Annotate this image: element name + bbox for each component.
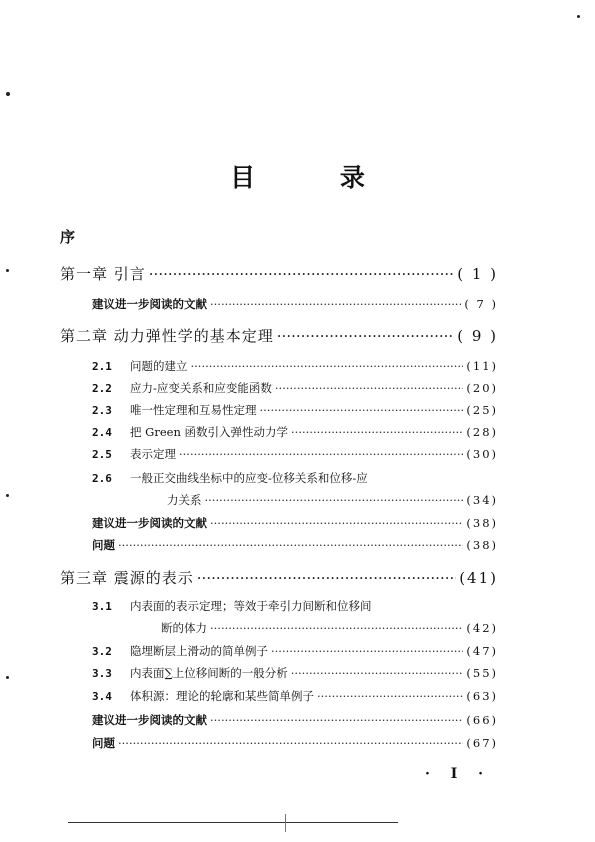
- toc-section-2-5: [92, 446, 498, 462]
- toc-problems: [92, 537, 498, 553]
- leader-dots: [260, 403, 464, 417]
- toc-entry-label: 内表面的表示定理；等效于牵引力间断和位移间: [130, 599, 372, 613]
- section-number: 3.3: [92, 667, 112, 680]
- toc-section-2-2: [92, 380, 498, 396]
- toc-page-number: (20): [466, 381, 498, 395]
- section-number: 2.2: [92, 382, 112, 395]
- page-number: · I ·: [425, 766, 492, 782]
- leader-dots: [118, 736, 463, 750]
- section-number: 3.2: [92, 645, 112, 658]
- leader-dots: [149, 265, 454, 283]
- toc-entry-label-continued: 力关系: [167, 493, 202, 507]
- toc-page-number: (41): [459, 569, 498, 587]
- scan-speck: [6, 494, 9, 497]
- leader-dots: [210, 621, 463, 635]
- section-number: 2.4: [92, 426, 112, 439]
- section-number: 2.1: [92, 360, 112, 373]
- toc-entry-label: 问题: [92, 538, 115, 552]
- toc-page-number: (30): [466, 447, 498, 461]
- toc-entry-label: 第三章 震源的表示: [60, 569, 194, 587]
- leader-dots: [118, 538, 463, 552]
- leader-dots: [275, 381, 464, 395]
- scan-speck: [6, 676, 9, 679]
- toc-entry-label: 问题: [92, 736, 115, 750]
- toc-section-2-6-cont: [167, 492, 498, 508]
- toc-entry-label: 内表面∑上位移间断的一般分析: [130, 666, 288, 680]
- toc-entry-label-continued: 断的体力: [161, 621, 207, 635]
- page-title: 目 录: [230, 163, 403, 192]
- leader-dots: [205, 493, 464, 507]
- section-number: 3.1: [92, 600, 112, 613]
- toc-further-reading: [92, 515, 498, 531]
- toc-page-number: (42): [466, 621, 498, 635]
- toc-entry-label: 把 Green 函数引入弹性动力学: [130, 425, 289, 439]
- toc-section-2-1: [92, 358, 498, 374]
- toc-entry-label: 建议进一步阅读的文献: [92, 516, 207, 530]
- toc-page-number: (11): [466, 359, 498, 373]
- toc-chapter-2: [60, 325, 498, 346]
- toc-entry-label: 问题的建立: [130, 359, 188, 373]
- leader-dots: [210, 713, 463, 727]
- toc-entry-label: 表示定理: [130, 447, 176, 461]
- scan-speck: [577, 15, 580, 18]
- leader-dots: [197, 569, 456, 587]
- toc-page-number: (38): [466, 538, 498, 552]
- toc-entry-label: 隐埋断层上滑动的简单例子: [130, 644, 268, 658]
- section-number: 3.4: [92, 690, 112, 703]
- toc-entry-label: 应力-应变关系和应变能函数: [130, 381, 272, 395]
- toc-section-3-4: [92, 688, 498, 704]
- toc-chapter-3: [60, 567, 498, 588]
- toc-page-number: (47): [466, 644, 498, 658]
- scan-mark: [285, 814, 286, 832]
- bottom-rule: [68, 822, 398, 823]
- toc-entry-label: 建议进一步阅读的文献: [92, 297, 207, 311]
- toc-entry-label: 第一章 引言: [60, 265, 146, 283]
- leader-dots: [291, 425, 463, 439]
- toc-page-number: (38): [466, 516, 498, 530]
- toc-section-3-1: [92, 598, 372, 614]
- toc-entry-label: 第二章 动力弹性学的基本定理: [60, 327, 274, 345]
- section-number: 2.3: [92, 404, 112, 417]
- toc-entry-label: 建议进一步阅读的文献: [92, 713, 207, 727]
- toc-page-number: (55): [466, 666, 498, 680]
- leader-dots: [179, 447, 463, 461]
- toc-page-number: ( 7 ): [464, 297, 498, 311]
- scan-speck: [6, 269, 9, 272]
- toc-further-reading: [92, 296, 498, 312]
- toc-section-2-4: [92, 424, 498, 440]
- toc-page-number: (63): [466, 689, 498, 703]
- toc-page-number: ( 9 ): [457, 327, 498, 345]
- leader-dots: [191, 359, 464, 373]
- toc-page-number: (34): [466, 493, 498, 507]
- preface-heading: 序: [60, 228, 76, 246]
- section-number: 2.5: [92, 448, 112, 461]
- toc-page-number: (25): [466, 403, 498, 417]
- leader-dots: [210, 297, 461, 311]
- leader-dots: [271, 644, 463, 658]
- toc-further-reading: [92, 712, 498, 728]
- toc-page-number: (66): [466, 713, 498, 727]
- leader-dots: [317, 689, 463, 703]
- leader-dots: [291, 666, 464, 680]
- toc-entry-label: 唯一性定理和互易性定理: [130, 403, 257, 417]
- toc-entry-label: 一般正交曲线坐标中的应变-位移关系和位移-应: [130, 471, 368, 485]
- toc-section-3-2: [92, 643, 498, 659]
- toc-section-3-1-cont: [161, 620, 498, 636]
- toc-page-number: (67): [466, 736, 498, 750]
- toc-section-3-3: [92, 665, 498, 681]
- toc-chapter-1: [60, 263, 498, 284]
- toc-problems: [92, 735, 498, 751]
- toc-page-number: ( 1 ): [457, 265, 498, 283]
- section-number: 2.6: [92, 472, 112, 485]
- toc-entry-label: 体积源：理论的轮廓和某些简单例子: [130, 689, 314, 703]
- toc-section-2-6: [92, 470, 368, 486]
- toc-page-number: (28): [466, 425, 498, 439]
- leader-dots: [277, 327, 454, 345]
- toc-section-2-3: [92, 402, 498, 418]
- leader-dots: [210, 516, 463, 530]
- scan-speck: [6, 92, 10, 96]
